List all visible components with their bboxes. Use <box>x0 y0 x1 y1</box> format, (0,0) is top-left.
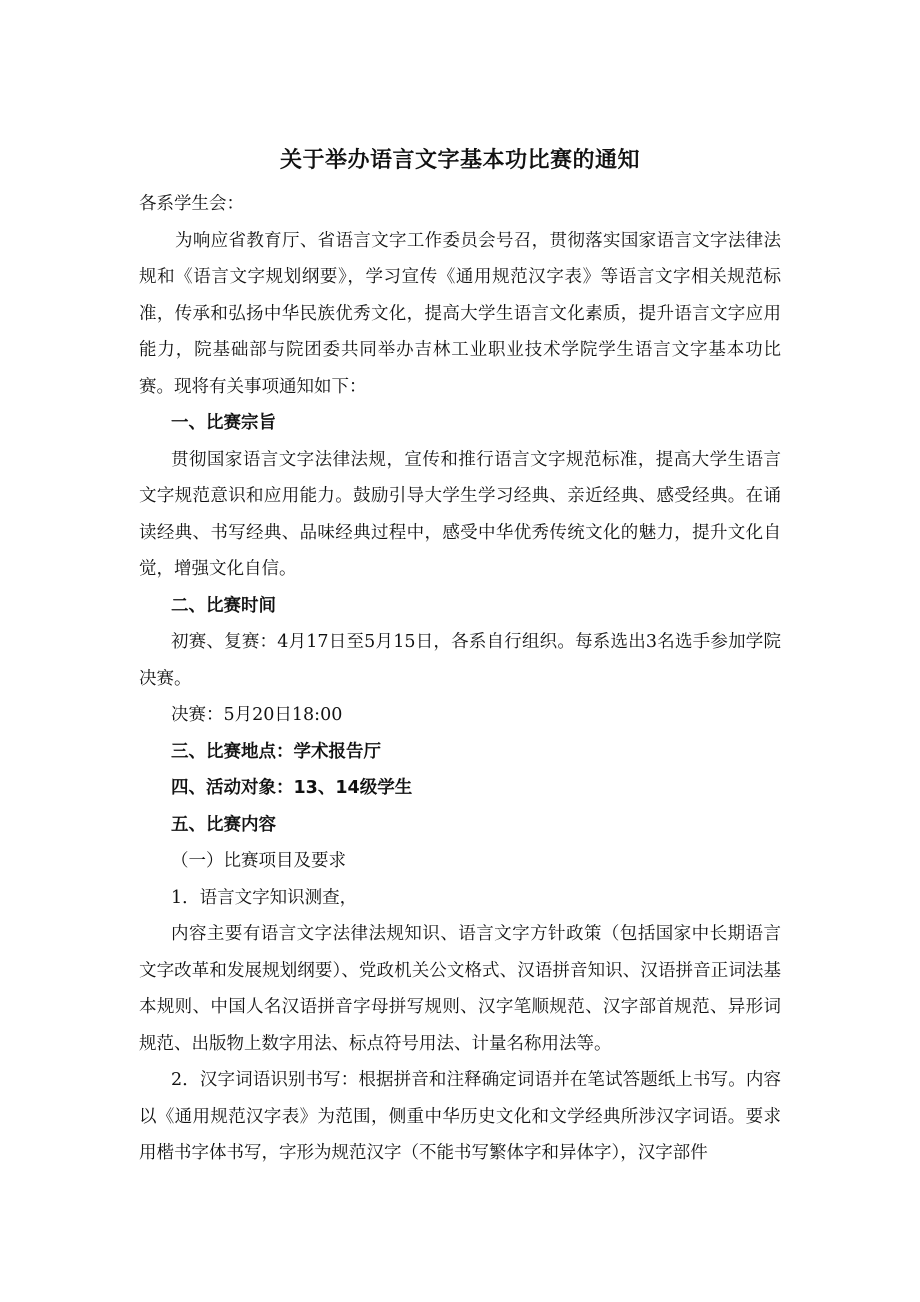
item-1-title: 1．语言文字知识测查， <box>171 887 358 908</box>
section-4-heading: 四、活动对象：13、14级学生 <box>171 778 413 798</box>
intro-paragraph: 为响应省教育厅、省语言文字工作委员会号召，贯彻落实国家语言文字法律法规和《语言文字规划纲要》，学习宣传《通用规范汉字表》等语言文字相关规范标准，传承和弘扬中华民族优秀文化，提高大学生语言文化素质，提升语言文字应用能力，院基础部与院团委共同举办吉林工业职业技术学院学生语言文字基本功比赛。现将有关事项通知如下： <box>139 230 781 397</box>
section-2-heading: 二、比赛时间 <box>171 595 276 616</box>
item-2-body: 2．汉字词语识别书写：根据拼音和注释确定词语并在笔试答题纸上书写。内容以《通用规范汉字表》为范围，侧重中华历史文化和文学经典所涉汉字词语。要求用楷书字体书写，字形为规范汉字（不能书写繁体字和异体字），汉字部件 <box>139 1070 781 1163</box>
salutation: 各系学生会： <box>139 194 244 214</box>
document-title: 关于举办语言文字基本功比赛的通知 <box>279 148 640 173</box>
section-5-subheading: （一）比赛项目及要求 <box>171 851 346 871</box>
section-2-prelim: 初赛、复赛：4月17日至5月15日，各系自行组织。每系选出3名选手参加学院决赛。 <box>139 632 781 689</box>
document-body <box>139 142 781 1172</box>
section-3-heading: 三、比赛地点：学术报告厅 <box>171 741 381 762</box>
section-1-heading: 一、比赛宗旨 <box>171 413 276 433</box>
section-1-body: 贯彻国家语言文字法律法规，宣传和推行语言文字规范标准，提高大学生语言文字规范意识和应用能力。鼓励引导大学生学习经典、亲近经典、感受经典。在诵读经典、书写经典、品味经典过程中，感受中华优秀传统文化的魅力，提升文化自觉，增强文化自信。 <box>139 449 781 579</box>
item-1-body: 内容主要有语言文字法律法规知识、语言文字方针政策（包括国家中长期语言文字改革和发展规划纲要）、党政机关公文格式、汉语拼音知识、汉语拼音正词法基本规则、中国人名汉语拼音字母拼写规则、汉字笔顺规范、汉字部首规范、异形词规范、出版物上数字用法、标点符号用法、计量名称用法等。 <box>139 924 781 1054</box>
section-5-heading: 五、比赛内容 <box>171 814 276 835</box>
section-2-final: 决赛：5月20日18:00 <box>171 705 343 725</box>
